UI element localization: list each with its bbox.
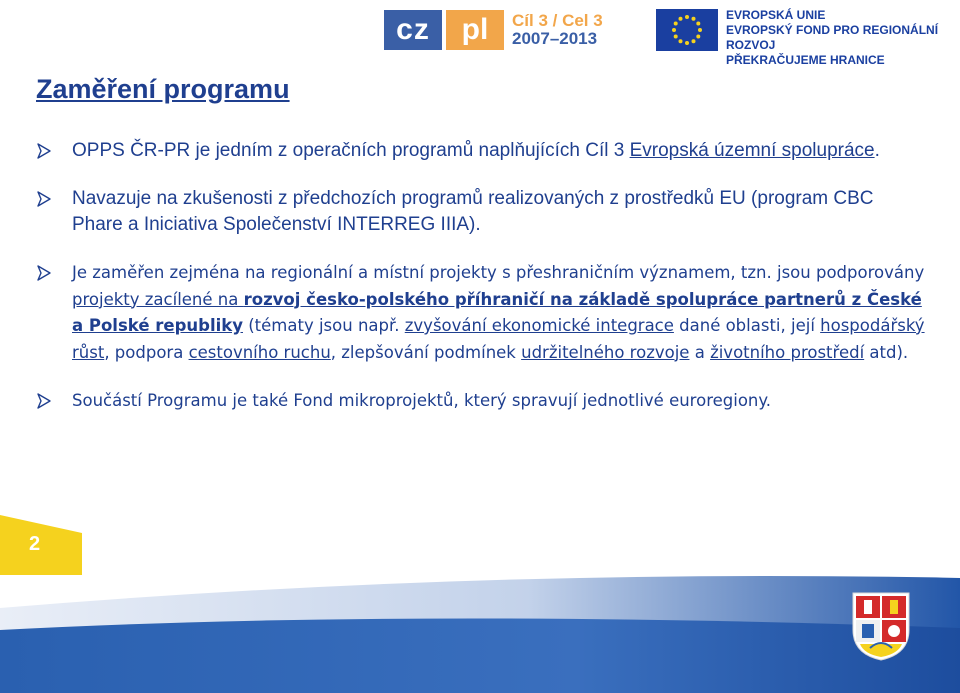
cil-logo-text <box>512 12 603 48</box>
link-rozvoj-prihranici[interactable]: rozvoj česko-polského příhraničí na základě spolupráce partnerů z České a Polské republiky <box>72 289 922 335</box>
bullet-item-1 <box>36 138 926 164</box>
cil-logo-years: 2007–2013 <box>512 29 598 48</box>
cz-logo-box: cz <box>384 10 442 50</box>
page-number: 2 <box>29 533 41 555</box>
bullet-3-part: (tématy jsou např. <box>243 316 405 335</box>
arrow-bullet-icon <box>36 191 52 207</box>
bullet-item-2 <box>36 186 926 238</box>
bullet-3-part: , podpora <box>104 342 189 362</box>
link-projekty-zacilene[interactable]: projekty zacílené na <box>72 289 244 309</box>
arrow-bullet-icon <box>36 265 52 281</box>
cil-logo-top: Cíl 3 / Cel 3 <box>512 11 603 30</box>
bullet-1-end: . <box>874 140 880 161</box>
bullet-1-text: OPPS ČR-PR je jedním z operačních programů naplňujících Cíl 3 <box>72 140 630 161</box>
bullet-3-end: atd). <box>864 342 909 362</box>
eu-line-1: EVROPSKÁ UNIE <box>726 8 826 22</box>
eu-line-3: PŘEKRAČUJEME HRANICE <box>726 53 885 67</box>
slide-title: Zaměření programu <box>36 74 290 104</box>
link-zivotniho-prostredi[interactable]: životního prostředí <box>710 342 865 362</box>
arrow-bullet-icon <box>36 143 52 159</box>
bullet-2-text: Navazuje na zkušenosti z předchozích programů realizovaných z prostředků EU (program CBC Phare a Iniciativa Společenství INTERREG IIIA). <box>72 188 874 235</box>
bullet-list <box>36 138 926 437</box>
link-udrzitelneho-rozvoje[interactable]: udržitelného rozvoje <box>521 342 690 362</box>
arrow-bullet-icon <box>36 393 52 409</box>
link-hospodarsky-rust[interactable]: hospodářský růst <box>72 316 925 362</box>
bullet-4-text: Součástí Programu je také Fond mikroprojektů, který spravují jednotlivé euroregiony. <box>72 391 772 410</box>
link-evropska-uzemni-spoluprace[interactable]: Evropská územní spolupráce <box>629 140 875 161</box>
eu-line-2: EVROPSKÝ FOND PRO REGIONÁLNÍ ROZVOJ <box>726 23 939 52</box>
header <box>0 0 960 67</box>
link-ekonomicke-integrace[interactable]: zvyšování ekonomické integrace <box>404 316 674 335</box>
link-cestovniho-ruchu[interactable]: cestovního ruchu <box>188 342 331 362</box>
eu-logo-text <box>726 8 960 68</box>
coat-of-arms-icon <box>850 590 912 662</box>
czpl-logo <box>384 8 603 52</box>
page-number-tab <box>0 515 82 575</box>
bullet-item-4 <box>36 388 926 415</box>
pl-logo-box: pl <box>446 10 504 50</box>
eu-flag-icon <box>656 9 718 51</box>
bottom-decor-bar <box>0 568 960 693</box>
bullet-3-part: a <box>689 342 711 362</box>
bullet-3-text: Je zaměřen zejména na regionální a místní projekty s přeshraničním významem, tzn. jsou podporovány <box>72 263 925 282</box>
bullet-item-3 <box>36 260 926 366</box>
bullet-3-part: dané oblasti, její <box>673 316 821 335</box>
bullet-3-part: , zlepšování podmínek <box>330 342 522 362</box>
